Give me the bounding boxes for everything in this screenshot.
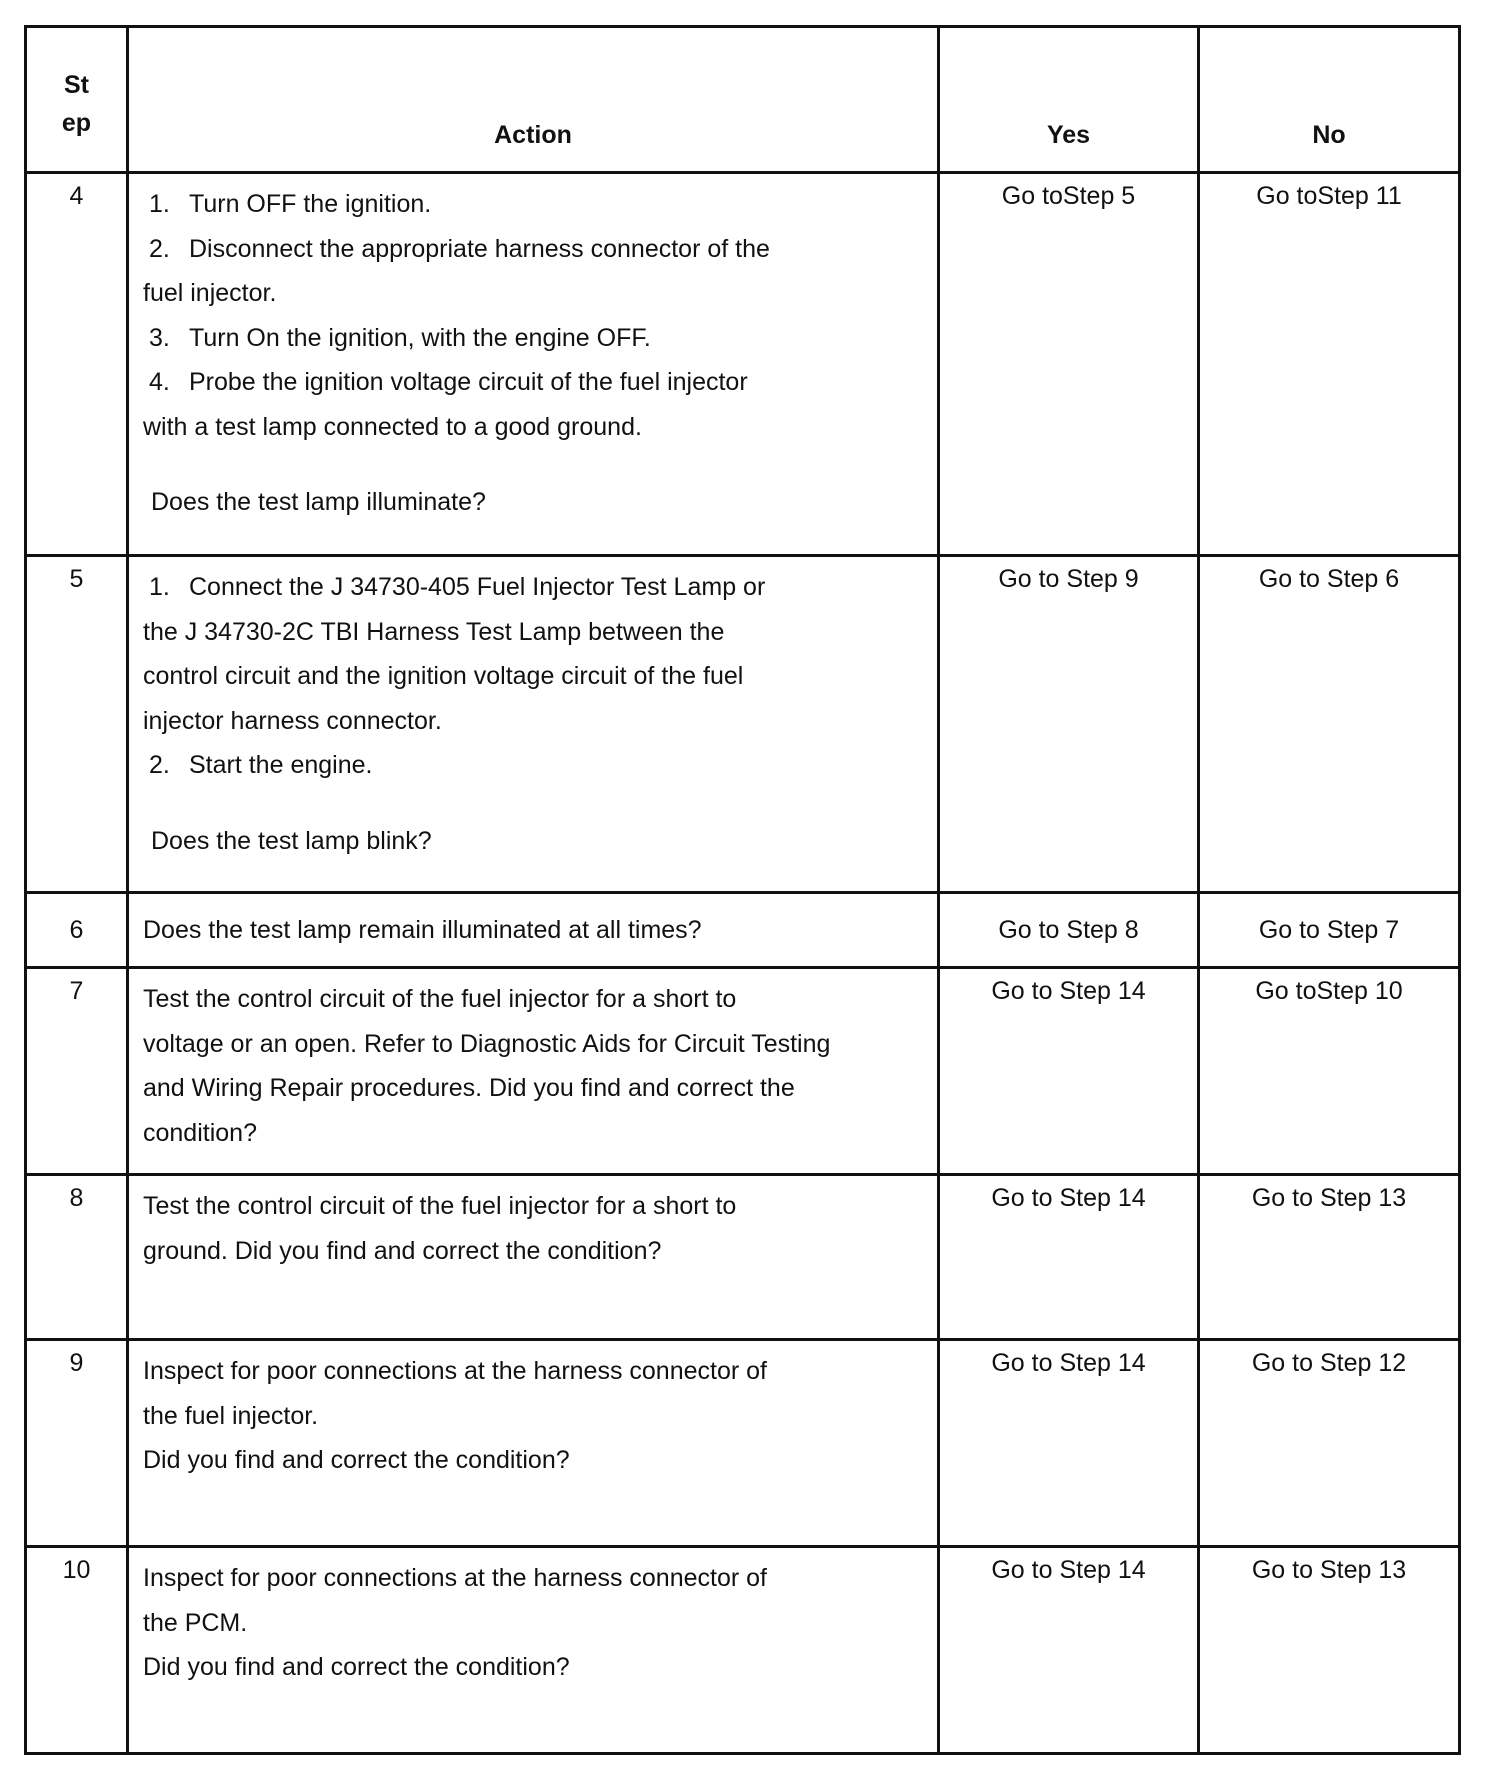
- no-cell: Go to Step 12: [1199, 1340, 1460, 1547]
- action-cell: Test the control circuit of the fuel injector for a short to voltage or an open. Refer to Diagnostic Aids for Circuit Testing and Wiring Repair procedures. Did you find and correct the condition?: [128, 968, 939, 1175]
- yes-cell: Go to Step 14: [939, 1340, 1199, 1547]
- header-yes: Yes: [939, 27, 1199, 173]
- table-row: [26, 1175, 1460, 1340]
- step-number: 4: [26, 173, 128, 556]
- step-number: 6: [26, 893, 128, 968]
- table-row: [26, 893, 1460, 968]
- yes-cell: Go to Step 8: [939, 893, 1199, 968]
- header-no: No: [1199, 27, 1460, 173]
- action-cell: Inspect for poor connections at the harness connector of the PCM. Did you find and correct the condition?: [128, 1547, 939, 1754]
- action-cell: Inspect for poor connections at the harness connector of the fuel injector. Did you find and correct the condition?: [128, 1340, 939, 1547]
- question-text: Does the test lamp illuminate?: [151, 488, 486, 516]
- no-cell: Go to Step 6: [1199, 556, 1460, 893]
- no-cell: Go to Step 7: [1199, 893, 1460, 968]
- step-number: 8: [26, 1175, 128, 1340]
- table-header-row: [26, 27, 1460, 173]
- step-number: 9: [26, 1340, 128, 1547]
- header-action: Action: [128, 27, 939, 173]
- yes-cell: Go toStep 5: [939, 173, 1199, 556]
- table-row: [26, 556, 1460, 893]
- yes-cell: Go to Step 9: [939, 556, 1199, 893]
- no-cell: Go toStep 10: [1199, 968, 1460, 1175]
- table-row: [26, 1340, 1460, 1547]
- yes-cell: Go to Step 14: [939, 1175, 1199, 1340]
- table-row: [26, 968, 1460, 1175]
- table-row: [26, 173, 1460, 556]
- yes-cell: Go to Step 14: [939, 1547, 1199, 1754]
- question-text: Does the test lamp blink?: [151, 826, 432, 855]
- table-row: [26, 1547, 1460, 1754]
- action-cell: 1. Connect the J 34730-405 Fuel Injector Test Lamp or the J 34730-2C TBI Harness Test Lamp between the control circuit and the ignition voltage circuit of the fuel injector harness connector. 2. Start the engine. Does the test lamp blink?: [128, 556, 939, 893]
- diagnostic-table: [24, 25, 1461, 1755]
- action-cell: Test the control circuit of the fuel injector for a short to ground. Did you find and correct the condition?: [128, 1175, 939, 1340]
- step-number: 10: [26, 1547, 128, 1754]
- no-cell: Go to Step 13: [1199, 1547, 1460, 1754]
- step-number: 5: [26, 556, 128, 893]
- header-step: St ep: [26, 27, 128, 173]
- no-cell: Go to Step 13: [1199, 1175, 1460, 1340]
- action-cell: Does the test lamp remain illuminated at all times?: [128, 893, 939, 968]
- yes-cell: Go to Step 14: [939, 968, 1199, 1175]
- no-cell: Go toStep 11: [1199, 173, 1460, 556]
- step-number: 7: [26, 968, 128, 1175]
- action-cell: 1. Turn OFF the ignition. 2. Disconnect the appropriate harness connector of the fuel injector. 3. Turn On the ignition, with the engine OFF. 4. Probe the ignition voltage circuit of the fuel injector with a test lamp connected to a good ground. Does the test lamp illuminate?: [128, 173, 939, 556]
